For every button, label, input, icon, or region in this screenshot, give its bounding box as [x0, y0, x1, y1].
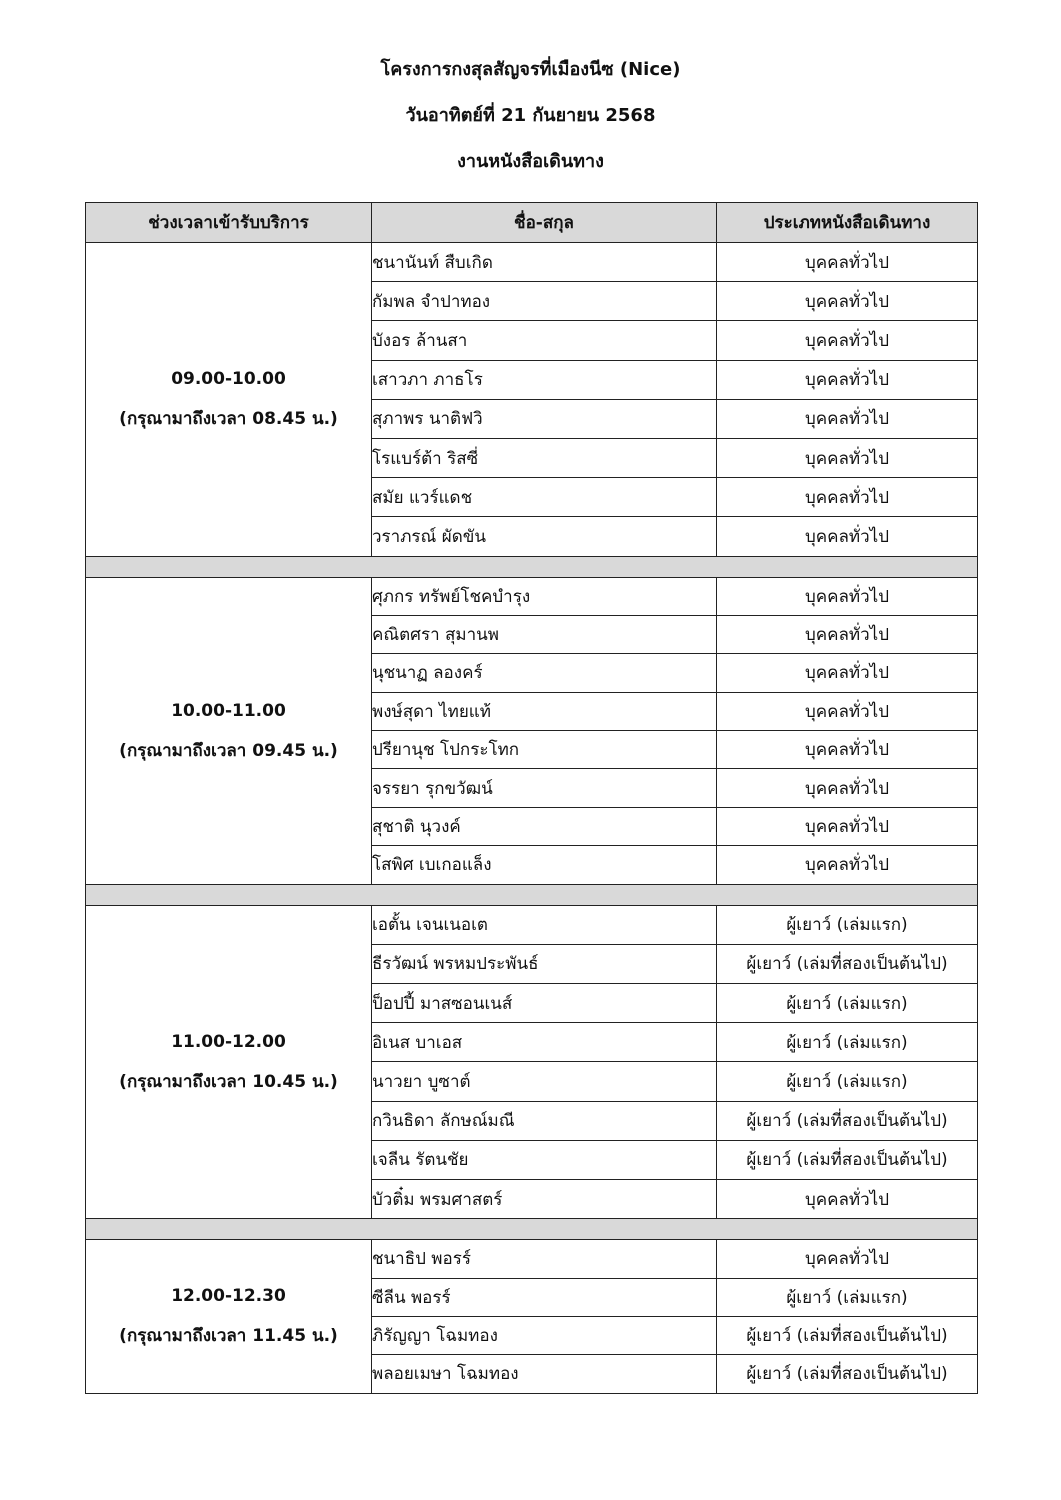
document-title: โครงการกงสุลสัญจรที่เมืองนีซ (Nice)	[380, 59, 681, 80]
applicant-name: พลอยเมษา โฉมทอง	[372, 1355, 717, 1393]
applicant-name: บังอร ล้านสา	[372, 321, 717, 360]
document-date: วันอาทิตย์ที่ 21 กันยายน 2568	[405, 105, 656, 126]
passport-type: บุคคลทั่วไป	[717, 692, 978, 730]
header-time-slot: ช่วงเวลาเข้ารับบริการ	[86, 203, 372, 243]
time-slot-range: 10.00-11.00	[171, 700, 286, 721]
passport-type: ผู้เยาว์ (เล่มที่สองเป็นต้นไป)	[717, 1140, 978, 1179]
passport-type: ผู้เยาว์ (เล่มแรก)	[717, 1062, 978, 1101]
applicant-name: สุชาติ นุวงค์	[372, 807, 717, 845]
applicant-name: กวินธิดา ลักษณ์มณี	[372, 1101, 717, 1140]
applicant-name: นุชนาฏ ลองคร์	[372, 654, 717, 692]
header-passport-type: ประเภทหนังสือเดินทาง	[717, 203, 978, 243]
header-name: ชื่อ-สกุล	[372, 203, 717, 243]
time-slot-cell	[86, 243, 372, 557]
passport-type: บุคคลทั่วไป	[717, 731, 978, 769]
passport-type: ผู้เยาว์ (เล่มที่สองเป็นต้นไป)	[717, 1355, 978, 1393]
table-body	[86, 243, 978, 1394]
applicant-name: ป็อปปี้ มาสซอนเนส์	[372, 984, 717, 1023]
passport-type: ผู้เยาว์ (เล่มแรก)	[717, 1278, 978, 1316]
time-slot-range: 11.00-12.00	[171, 1031, 286, 1052]
passport-type: บุคคลทั่วไป	[717, 846, 978, 884]
applicant-name: เอตั้น เจนเนอเต	[372, 905, 717, 944]
applicant-name: ชนาธิป พอรร์	[372, 1240, 717, 1278]
table-row	[86, 1240, 978, 1278]
table-header-row	[86, 203, 978, 243]
applicant-name: ภิรัญญา โฉมทอง	[372, 1316, 717, 1354]
table-row	[86, 905, 978, 944]
passport-type: บุคคลทั่วไป	[717, 360, 978, 399]
passport-type: บุคคลทั่วไป	[717, 807, 978, 845]
passport-type: ผู้เยาว์ (เล่มที่สองเป็นต้นไป)	[717, 944, 978, 983]
passport-type: บุคคลทั่วไป	[717, 769, 978, 807]
passport-type: บุคคลทั่วไป	[717, 478, 978, 517]
passport-type: บุคคลทั่วไป	[717, 321, 978, 360]
arrival-note: (กรุณามาถึงเวลา 11.45 น.)	[119, 1326, 338, 1347]
passport-type: บุคคลทั่วไป	[717, 1240, 978, 1278]
passport-type: ผู้เยาว์ (เล่มที่สองเป็นต้นไป)	[717, 1316, 978, 1354]
slot-separator	[86, 1219, 978, 1240]
passport-type: บุคคลทั่วไป	[717, 399, 978, 438]
passport-type: บุคคลทั่วไป	[717, 615, 978, 653]
applicant-name: ปรียานุช โปกระโทก	[372, 731, 717, 769]
arrival-note: (กรุณามาถึงเวลา 09.45 น.)	[119, 740, 338, 761]
slot-separator-row	[86, 1219, 978, 1240]
passport-type: บุคคลทั่วไป	[717, 577, 978, 615]
applicant-name: ศุภกร ทรัพย์โชคบำรุง	[372, 577, 717, 615]
appointment-table	[85, 202, 978, 1394]
applicant-name: ซีลีน พอรร์	[372, 1278, 717, 1316]
applicant-name: นาวยา บูซาต์	[372, 1062, 717, 1101]
time-slot-cell	[86, 905, 372, 1219]
applicant-name: ชนานันท์ สืบเกิด	[372, 243, 717, 282]
slot-separator	[86, 884, 978, 905]
passport-type: บุคคลทั่วไป	[717, 438, 978, 477]
passport-type: บุคคลทั่วไป	[717, 654, 978, 692]
passport-type: ผู้เยาว์ (เล่มแรก)	[717, 984, 978, 1023]
time-slot-cell	[86, 577, 372, 884]
table-row	[86, 577, 978, 615]
time-slot-range: 09.00-10.00	[171, 369, 286, 390]
slot-separator-row	[86, 556, 978, 577]
applicant-name: ธีรวัฒน์ พรหมประพันธ์	[372, 944, 717, 983]
applicant-name: เจลีน รัตนชัย	[372, 1140, 717, 1179]
passport-type: บุคคลทั่วไป	[717, 1179, 978, 1218]
passport-type: ผู้เยาว์ (เล่มที่สองเป็นต้นไป)	[717, 1101, 978, 1140]
applicant-name: พงษ์สุดา ไทยแท้	[372, 692, 717, 730]
applicant-name: คณิตศรา สุมานพ	[372, 615, 717, 653]
table-row	[86, 243, 978, 282]
applicant-name: โสพิศ เบเกอแล็ง	[372, 846, 717, 884]
applicant-name: เสาวภา ภาธโร	[372, 360, 717, 399]
passport-type: บุคคลทั่วไป	[717, 243, 978, 282]
applicant-name: สมัย แวร์แดช	[372, 478, 717, 517]
applicant-name: สุภาพร นาติฟวิ	[372, 399, 717, 438]
document-header	[0, 55, 1061, 193]
applicant-name: จรรยา รุกขวัฒน์	[372, 769, 717, 807]
slot-separator	[86, 556, 978, 577]
arrival-note: (กรุณามาถึงเวลา 10.45 น.)	[119, 1071, 338, 1092]
passport-type: ผู้เยาว์ (เล่มแรก)	[717, 1023, 978, 1062]
applicant-name: อิเนส บาเอส	[372, 1023, 717, 1062]
passport-type: ผู้เยาว์ (เล่มแรก)	[717, 905, 978, 944]
document-subtitle: งานหนังสือเดินทาง	[457, 151, 604, 172]
passport-type: บุคคลทั่วไป	[717, 282, 978, 321]
applicant-name: วราภรณ์ ผัดขัน	[372, 517, 717, 556]
applicant-name: กัมพล จำปาทอง	[372, 282, 717, 321]
applicant-name: โรแบร์ต้า ริสซี่	[372, 438, 717, 477]
time-slot-cell	[86, 1240, 372, 1394]
passport-type: บุคคลทั่วไป	[717, 517, 978, 556]
arrival-note: (กรุณามาถึงเวลา 08.45 น.)	[119, 409, 338, 430]
applicant-name: บัวติ๋ม พรมศาสตร์	[372, 1179, 717, 1218]
slot-separator-row	[86, 884, 978, 905]
time-slot-range: 12.00-12.30	[171, 1286, 286, 1307]
